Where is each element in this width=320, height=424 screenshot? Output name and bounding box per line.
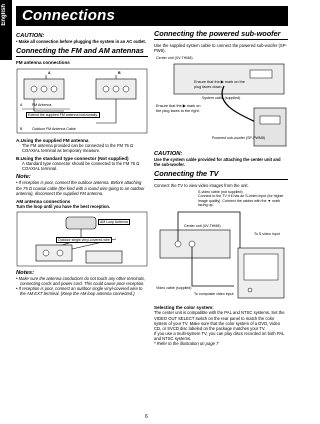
ensure-down-caption: Ensure that the ▶ mark on the plug faces down.	[194, 80, 245, 89]
color-system-text: The center unit is compatible with the PAL and NTSC systems. Set the VIDEO OUT SELECT switch on the rear panel to match the color system of your TV. Make sure that the color system of a DVD, Video CD, or SVCD disc labeled on the package matches your TV.	[154, 310, 285, 331]
tv-text: Connect the TV to view video images from the unit.	[154, 183, 249, 189]
am-connections-text: Turn the loop until you have the best reception.	[16, 203, 111, 209]
title-bar	[16, 6, 288, 26]
tv-figure	[154, 190, 288, 302]
outdoor-fm-caption: Outdoor FM Antenna Cable	[32, 127, 76, 132]
video-cable-caption: Video cable (supplied)	[156, 286, 192, 291]
notes-item: • If reception is poor, connect an outdoor single vinyl-covered wire to the AM EXT terminal. (Keep the AM loop antenna connected.)	[16, 286, 143, 297]
sub-caution-heading: CAUTION:	[154, 151, 183, 158]
section-rule	[154, 179, 288, 180]
to-composite-caption: To composite video input	[194, 292, 234, 297]
fm-antenna-caption: FM Antenna	[32, 103, 52, 108]
to-svideo-caption: To S-video input	[254, 232, 280, 237]
fm-antenna-figure	[16, 67, 148, 135]
right-column	[154, 30, 288, 346]
language-tab-label: English	[1, 4, 7, 26]
subwoofer-diagram	[154, 56, 288, 148]
notes-heading: Notes:	[16, 269, 35, 276]
subwoofer-figure	[154, 56, 288, 148]
am-loop-caption: AM Loop Antenna	[100, 219, 128, 224]
color-system-heading: Selecting the color system:	[154, 305, 214, 311]
page-title: Connections	[22, 7, 116, 24]
using-supplied-heading: A.Using the supplied FM antenna	[16, 138, 89, 144]
page-number: 6	[145, 414, 148, 420]
section-rule	[16, 56, 148, 57]
fm-label-a: A	[48, 71, 51, 76]
subwoofer-heading: Connecting the powered sub-woofer	[154, 29, 281, 38]
ensure-right-caption: Ensure that the ▶ mark on the plug faces to the right.	[156, 104, 201, 113]
extend-caption: Extend the supplied FM antenna horizontally.	[28, 113, 98, 118]
fm-label-b: B	[118, 71, 121, 76]
am-antenna-figure	[16, 211, 148, 267]
tv-heading: Connecting the TV	[154, 169, 219, 179]
caution-heading: CAUTION:	[16, 33, 45, 39]
am-connections-heading: AM antenna connections	[16, 198, 71, 204]
fm-am-heading: Connecting the FM and AM antennas	[16, 46, 144, 56]
note-text: • If reception is poor, connect the outdoor antenna. Before attaching the 75 Ω coaxial cable (the kind with a round wire going to an outdoor antenna), disconnect the supplied FM antenna.	[16, 180, 145, 196]
system-cable-caption: System cable (supplied)	[202, 96, 241, 101]
standard-connector-heading: B.Using the standard type connector (Not supplied)	[16, 156, 129, 162]
outdoor-wire-caption: Outdoor single vinyl-covered wire	[58, 237, 110, 242]
svideo-cable-caption: S-video cable (not supplied)	[198, 190, 243, 195]
fm-label-a-small: A	[20, 103, 23, 108]
subwoofer-text: Use the supplied system cable to connect the powered sub-woofer (SP-PW8).	[154, 43, 287, 54]
tv-center-unit-caption: Center unit (XV-THM8)	[184, 224, 221, 229]
fm-connections-heading: FM antenna connections	[16, 60, 70, 66]
section-rule	[154, 39, 288, 40]
notes-item: • Make sure the antenna conductors do not touch any other terminals, connecting cords and power cord. This could cause poor reception.	[16, 275, 146, 286]
left-column	[16, 30, 148, 296]
fm-antenna-diagram	[16, 67, 148, 135]
powered-subwoofer-caption: Powered sub-woofer (SP-PWM8)	[212, 136, 266, 141]
language-tab	[0, 0, 12, 60]
notes-list	[16, 276, 148, 296]
note-heading: Note:	[16, 174, 31, 181]
sub-caution-text: Use the system cable provided for attaching the center unit and the sub-woofer.	[154, 157, 281, 168]
caution-text: • Make all connection before plugging the system in an AC outlet.	[16, 39, 146, 44]
color-system-note: * Refer to the illustration on page 7	[154, 341, 219, 347]
using-supplied-text: The FM antenna provided can be connected to the FM 75 Ω COAXIAL terminal as temporary measure.	[22, 143, 134, 154]
center-unit-caption: Center unit (XV-THM8)	[156, 56, 193, 61]
standard-connector-text: A standard type connector should be connected to the FM 75 Ω COAXIAL terminal.	[22, 161, 140, 172]
fm-label-b-small: B	[20, 127, 23, 132]
color-system-text-2: If you use a multi-system TV, you can play discs recorded on both PAL and NTSC systems.	[154, 330, 285, 341]
svideo-desc: Connect to the TV if it has an S-video input (for higher image quality). Connect the cables with the ▼ mark facing up.	[198, 194, 284, 207]
